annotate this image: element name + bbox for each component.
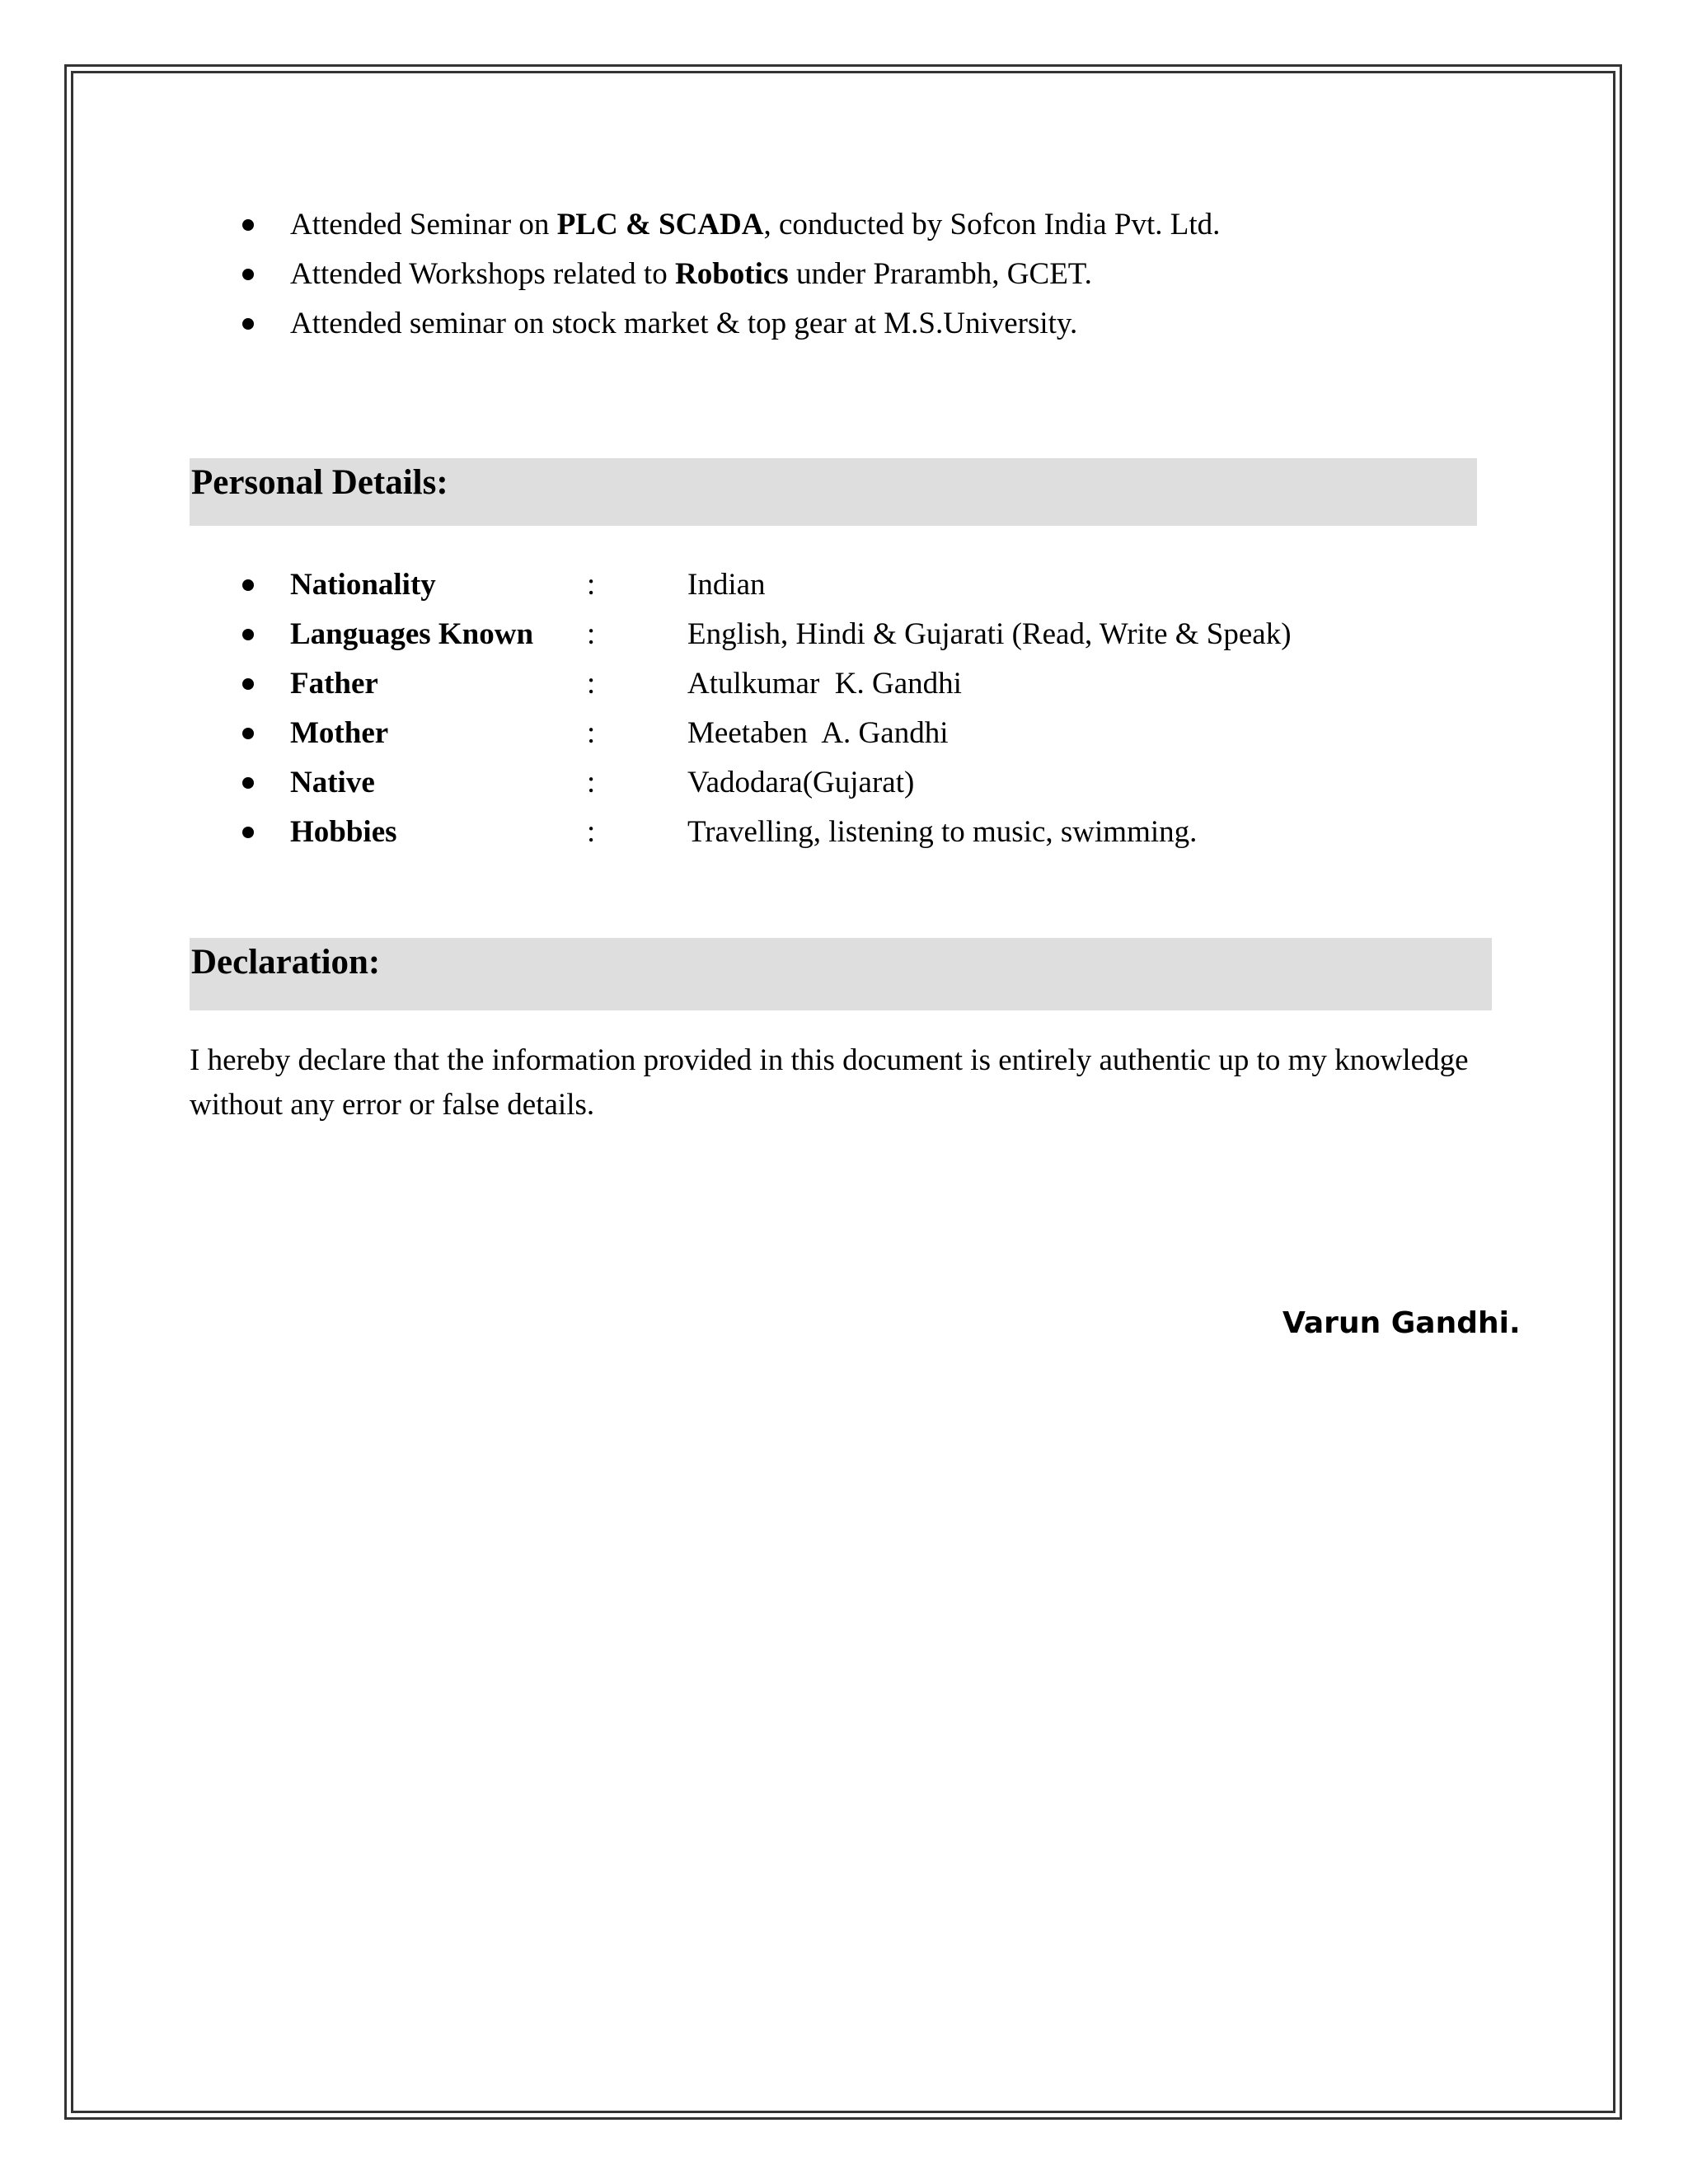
seminar-highlight: Robotics [674, 257, 789, 291]
detail-separator: : [587, 815, 596, 849]
seminar-text: under Prarambh, GCET. [788, 257, 1092, 291]
declaration-line: I hereby declare that the information provided in this document is entirely authentic up to my knowledge [190, 1043, 1469, 1077]
bullet-icon [242, 219, 254, 231]
detail-row-father [190, 659, 1292, 709]
detail-row-hobbies [190, 808, 1292, 857]
detail-separator: : [587, 766, 596, 799]
detail-value: Indian [687, 568, 766, 602]
section-title: Personal Details: [191, 463, 448, 502]
detail-value: Meetaben A. Gandhi [687, 716, 949, 750]
detail-label: Father [290, 667, 378, 701]
section-title: Declaration: [191, 943, 381, 982]
bullet-icon [242, 269, 254, 280]
detail-value: Travelling, listening to music, swimming. [687, 815, 1198, 849]
detail-row-mother [190, 709, 1292, 758]
detail-separator: : [587, 617, 596, 651]
detail-label: Hobbies [290, 815, 397, 849]
seminar-text: Attended seminar on stock market & top gear at M.S.University. [290, 307, 1078, 340]
detail-row-nationality [190, 560, 1292, 610]
bullet-icon [242, 678, 254, 690]
seminar-text: Attended Seminar on [290, 208, 557, 241]
detail-label: Languages Known [290, 617, 534, 651]
detail-separator: : [587, 568, 596, 602]
detail-separator: : [587, 667, 596, 701]
seminar-list [190, 200, 1220, 349]
list-item [190, 200, 1220, 250]
bullet-icon [242, 728, 254, 739]
list-item [190, 299, 1220, 349]
detail-label: Nationality [290, 568, 436, 602]
detail-value: Vadodara(Gujarat) [687, 766, 915, 799]
detail-row-native [190, 758, 1292, 808]
bullet-icon [242, 579, 254, 591]
declaration-text [190, 1038, 1591, 1127]
list-item [190, 250, 1220, 299]
seminar-highlight: PLC & SCADA [556, 208, 764, 241]
detail-value: Atulkumar K. Gandhi [687, 667, 962, 701]
personal-details-list [190, 560, 1292, 857]
detail-value: English, Hindi & Gujarati (Read, Write & Speak) [687, 617, 1292, 651]
bullet-icon [242, 629, 254, 640]
personal-details-header [190, 458, 1477, 526]
detail-row-languages [190, 610, 1292, 659]
bullet-icon [242, 318, 254, 330]
bullet-icon [242, 827, 254, 838]
signature: Varun Gandhi. [1282, 1306, 1521, 1340]
detail-label: Native [290, 766, 375, 799]
seminar-text: Attended Workshops related to [290, 257, 675, 291]
declaration-line: without any error or false details. [190, 1088, 595, 1122]
detail-separator: : [587, 716, 596, 750]
seminar-text: , conducted by Sofcon India Pvt. Ltd. [763, 208, 1221, 241]
declaration-header [190, 938, 1492, 1010]
bullet-icon [242, 777, 254, 789]
detail-label: Mother [290, 716, 389, 750]
